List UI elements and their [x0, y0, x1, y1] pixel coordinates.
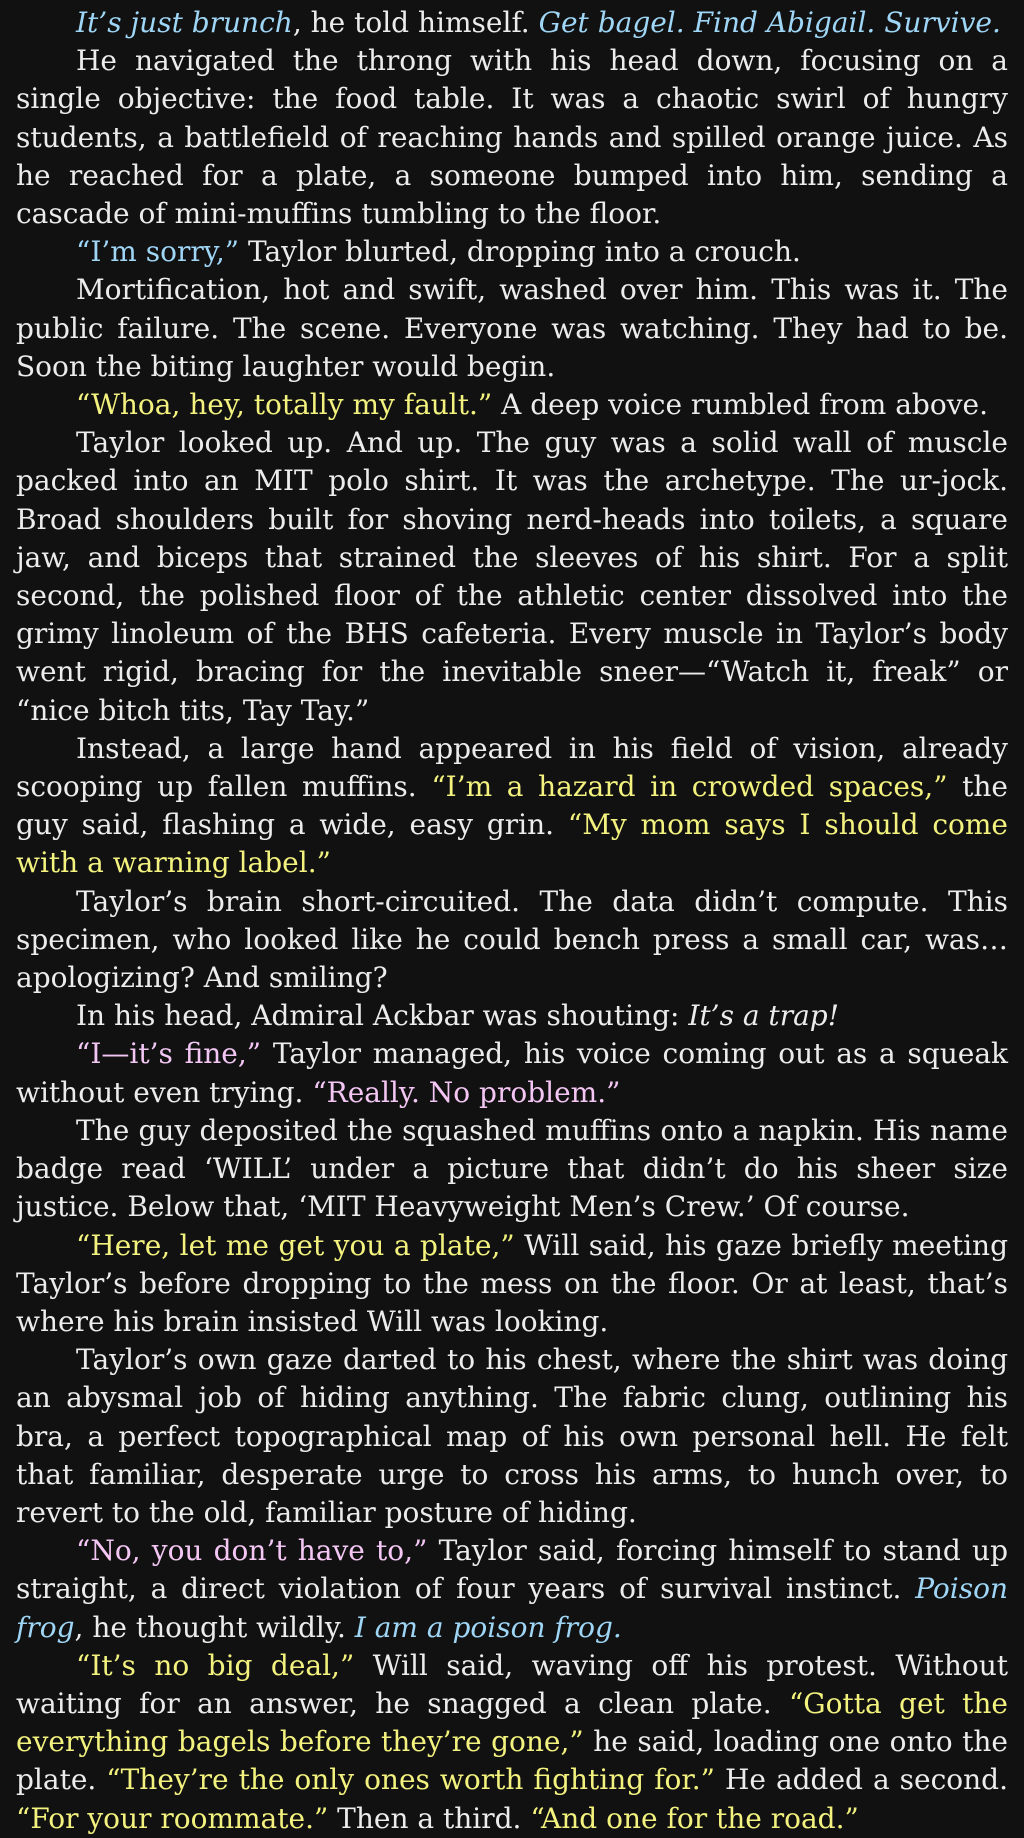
paragraph [16, 997, 1008, 1035]
narration: Will said, waving off his protest. Without waiting for an answer, he snagged a clean plate. [16, 1648, 1008, 1720]
paragraph [16, 1532, 1008, 1647]
will-dialogue: “Gotta get the everything bagels before they’re gone,” [16, 1686, 1009, 1759]
paragraph [16, 424, 1008, 730]
paragraph [16, 1647, 1008, 1838]
taylor-dialogue: “No, you don’t have to,” [76, 1534, 428, 1568]
narration: Taylor’s brain short-circuited. The data didn’t compute. This specimen, who looked like he could bench press a small car, was… apologizing? And smiling? [16, 884, 1008, 995]
narration: Instead, a large hand appeared in his field of vision, already scooping up fallen muffins. [16, 731, 1008, 804]
will-dialogue: “I’m a hazard in crowded spaces,” [431, 770, 948, 804]
taylor-dialogue: “Really. No problem.” [312, 1075, 621, 1109]
paragraph [16, 4, 1008, 42]
paragraph [16, 386, 1008, 424]
will-dialogue: “It’s no big deal,” [76, 1648, 355, 1682]
narration: , he thought wildly. [74, 1610, 355, 1644]
will-dialogue: “For your roommate.” [16, 1801, 329, 1835]
narration: Taylor said, forcing himself to stand up straight, a direct violation of four years of survival instinct. [16, 1534, 1008, 1606]
narration: He navigated the throng with his head down, focusing on a single objective: the food table. It was a chaotic swirl of hungry students, a battlefield of reaching hands and spilled orange juice. As he reached for a plate, a someone bumped into him, sending a cascade of mini-muffins tumbling to the floor. [16, 44, 1008, 231]
narration: Then a third. [328, 1801, 531, 1835]
inner-thought: It’s just brunch [76, 6, 293, 39]
taylor-dialogue: “I—it’s fine,” [76, 1037, 262, 1071]
story-text [16, 4, 1008, 1838]
will-dialogue: “They’re the only ones worth fighting for.” [106, 1763, 715, 1797]
taylor-dialogue: “I’m sorry,” [76, 235, 240, 269]
inner-thought: Poison frog [16, 1572, 1008, 1644]
narration: In his head, Admiral Ackbar was shouting: [76, 999, 689, 1033]
inner-thought: It’s a trap! [688, 999, 839, 1033]
narration: he said, loading one onto the plate. [16, 1725, 1008, 1797]
will-dialogue: “Here, let me get you a plate,” [76, 1228, 515, 1262]
narration: Taylor’s own gaze darted to his chest, where the shirt was doing an abysmal job of hiding anything. The fabric clung, outlining his bra, a perfect topographical map of his own personal hell. He felt that familiar, desperate urge to cross his arms, to hunch over, to revert to the old, familiar posture of hiding. [16, 1343, 1008, 1529]
narration: A deep voice rumbled from above. [492, 388, 988, 422]
narration: The guy deposited the squashed muffins onto a napkin. His name badge read ‘WILL’ under a picture that didn’t do his sheer size justice. Below that, ‘MIT Heavyweight Men’s Crew.’ Of course. [16, 1113, 1008, 1224]
paragraph [16, 1035, 1008, 1111]
paragraph [16, 1112, 1008, 1227]
paragraph [16, 883, 1008, 998]
narration: Mortification, hot and swift, washed over him. This was it. The public failure. The scene. Everyone was watching. They had to be. Soon the biting laughter would begin. [16, 273, 1008, 383]
narration: Taylor blurted, dropping into a crouch. [239, 235, 801, 269]
inner-thought: Get bagel. Find Abigail. Survive. [538, 6, 1001, 39]
paragraph [16, 1341, 1008, 1532]
will-dialogue: “Whoa, hey, totally my fault.” [76, 388, 493, 422]
paragraph [16, 1227, 1008, 1342]
narration: Will said, his gaze briefly meeting Taylor’s before dropping to the mess on the floor. Or at least, that’s where his brain insisted Will was looking. [16, 1228, 1008, 1338]
paragraph [16, 730, 1008, 883]
narration: Taylor managed, his voice coming out as a squeak without even trying. [16, 1037, 1008, 1109]
narration: Taylor looked up. And up. The guy was a solid wall of muscle packed into an MIT polo shirt. It was the archetype. The ur-jock. Broad shoulders built for shoving nerd-heads into toilets, a square jaw, and biceps that strained the sleeves of his shirt. For a split second, the polished floor of the athletic center dissolved into the grimy linoleum of the BHS cafeteria. Every muscle in Taylor’s body went rigid, bracing for the inevitable sneer—“Watch it, freak” or “nice bitch tits, Tay Tay.” [16, 426, 1008, 727]
paragraph [16, 42, 1008, 233]
inner-thought: I am a poison frog. [354, 1610, 622, 1644]
will-dialogue: “And one for the road.” [530, 1801, 859, 1835]
paragraph [16, 271, 1008, 386]
narration: , he told himself. [292, 6, 539, 39]
will-dialogue: “My mom says I should come with a warning label.” [16, 808, 1009, 880]
narration: the guy said, flashing a wide, easy grin. [16, 770, 1009, 842]
narration: He added a second. [714, 1763, 1008, 1797]
paragraph [16, 233, 1008, 271]
